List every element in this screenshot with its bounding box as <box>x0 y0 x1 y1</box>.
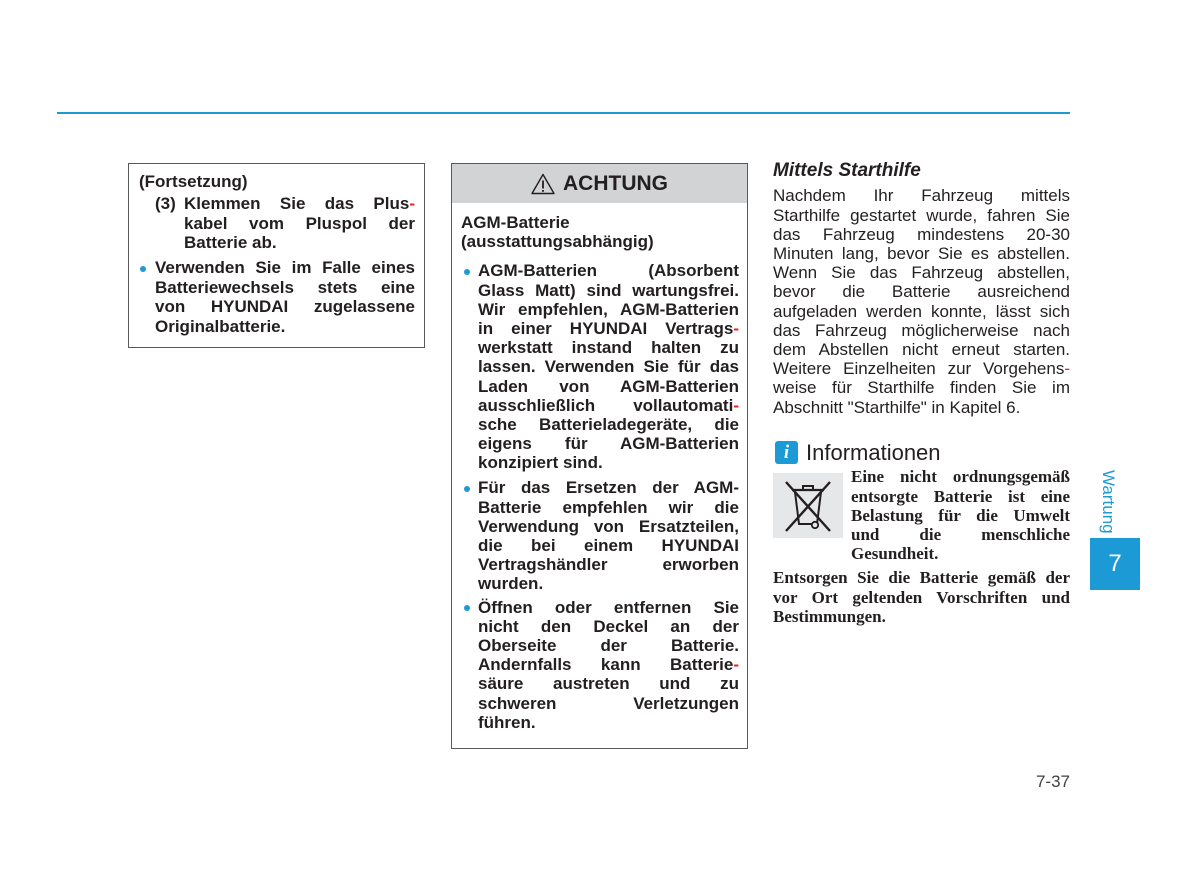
line-text: das Fahrzeug möglicherweise nach <box>773 320 1070 340</box>
text-line <box>773 263 1070 282</box>
text-line <box>773 359 1070 378</box>
line-text: Batterie ab. <box>184 233 277 253</box>
line-text: Starthilfe gestartet wurde, fahren Sie <box>773 205 1070 225</box>
caution-heading <box>461 213 739 251</box>
text-line <box>773 206 1070 225</box>
text-line <box>478 434 739 453</box>
text-line <box>478 261 739 280</box>
hyphenation-mark: - <box>733 655 739 675</box>
text-line <box>478 338 739 357</box>
text-line <box>773 282 1070 301</box>
info-text <box>773 568 1070 626</box>
line-text: Öffnen oder entfernen Sie <box>478 597 739 617</box>
text-line <box>773 321 1070 340</box>
text-line <box>155 258 415 277</box>
text-line <box>461 232 739 251</box>
text-line <box>773 398 1070 417</box>
text-line <box>478 617 739 636</box>
line-text: Wenn Sie das Fahrzeug abstellen, <box>773 263 1070 283</box>
line-text: lassen. Verwenden Sie für das <box>478 357 739 377</box>
line-text: Entsorgen Sie die Batterie gemäß der <box>773 568 1070 588</box>
bullet-text <box>478 261 739 472</box>
caution-body <box>452 203 747 732</box>
text-line <box>851 487 1070 506</box>
line-text: Andernfalls kann Batterie <box>478 655 734 675</box>
text-line <box>478 517 739 536</box>
line-text: eigens für AGM-Batterien <box>478 434 739 454</box>
line-text: kabel vom Pluspol der <box>184 213 415 233</box>
text-line <box>478 536 739 555</box>
info-title: Informationen <box>806 440 941 465</box>
header-rule <box>57 112 1070 114</box>
bullet-text <box>478 478 739 593</box>
line-text: dem Abstellen nicht erneut starten. <box>773 340 1070 360</box>
text-line <box>478 598 739 617</box>
text-line <box>773 186 1070 205</box>
line-text: Batteriewechsels stets eine <box>155 277 415 297</box>
line-text: Eine nicht ordnungsgemäß <box>851 467 1070 487</box>
step-item <box>139 194 415 252</box>
text-line <box>155 278 415 297</box>
line-text: AGM-Batterie <box>461 212 570 232</box>
bullet-text <box>478 598 739 732</box>
line-text: ausschließlich vollautomati <box>478 395 734 415</box>
line-text: vor Ort geltenden Vorschriften und <box>773 587 1070 607</box>
text-line <box>478 498 739 517</box>
bullet-item <box>139 258 415 336</box>
line-text: Batterie empfehlen wir die <box>478 497 739 517</box>
line-text: Weitere Einzelheiten zur Vorgehens <box>773 359 1065 379</box>
text-line <box>478 415 739 434</box>
line-text: nicht den Deckel an der <box>478 616 739 636</box>
line-text: weise für Starthilfe finden Sie im <box>773 378 1070 398</box>
text-line <box>851 525 1070 544</box>
caution-header <box>452 164 747 203</box>
line-text: in einer HYUNDAI Vertrags <box>478 319 734 339</box>
text-line <box>461 213 739 232</box>
line-text: Abschnitt "Starthilfe" in Kapitel 6. <box>773 397 1021 417</box>
hyphenation-mark: - <box>733 319 739 339</box>
text-line <box>478 655 739 674</box>
text-line <box>773 302 1070 321</box>
line-text: Gesundheit. <box>851 544 939 564</box>
text-line <box>478 555 739 574</box>
caution-box <box>451 163 748 749</box>
line-text: Originalbatterie. <box>155 316 286 336</box>
info-text-beside-image <box>851 467 1070 563</box>
line-text: von HYUNDAI zugelassene <box>155 297 415 317</box>
line-text: das Fahrzeug mindestens 20-30 <box>773 224 1070 244</box>
line-text: Nachdem Ihr Fahrzeug mittels <box>773 186 1070 206</box>
text-line <box>478 674 739 693</box>
line-text: Belastung für die Umwelt <box>851 505 1070 525</box>
line-text: schweren Verletzungen <box>478 693 739 713</box>
line-text: AGM-Batterien (Absorbent <box>478 261 739 281</box>
text-line <box>478 574 739 593</box>
line-text: die bei einem HYUNDAI <box>478 536 739 556</box>
text-line <box>478 713 739 732</box>
info-icon: i <box>775 441 798 464</box>
text-line <box>773 378 1070 397</box>
hyphenation-mark: - <box>1064 359 1070 379</box>
step-text <box>184 194 415 252</box>
caution-title: ACHTUNG <box>563 171 668 195</box>
text-line <box>851 544 1070 563</box>
text-line <box>478 396 739 415</box>
text-line <box>851 506 1070 525</box>
section-paragraph <box>773 186 1070 416</box>
text-line <box>773 588 1070 607</box>
bullet-text <box>155 258 415 336</box>
bullet-item <box>461 598 739 732</box>
text-line <box>773 340 1070 359</box>
line-text: wurden. <box>478 574 544 594</box>
step-number: (3) <box>155 194 176 214</box>
text-line <box>478 377 739 396</box>
bullet-icon <box>464 605 470 611</box>
line-text: Wir empfehlen, AGM-Batterien <box>478 299 739 319</box>
warning-triangle-icon <box>531 173 555 195</box>
continuation-label: (Fortsetzung) <box>139 172 248 191</box>
continuation-box <box>128 163 425 348</box>
text-line <box>184 214 415 233</box>
line-text: Glass Matt) sind wartungsfrei. <box>478 280 739 300</box>
text-line <box>155 297 415 316</box>
line-text: Minuten lang, bevor Sie es abstellen. <box>773 244 1070 263</box>
line-text: Laden von AGM-Batterien <box>478 376 739 396</box>
line-text: Bestimmungen. <box>773 607 886 627</box>
chapter-tab-label: Wartung <box>1099 470 1118 534</box>
line-text: Klemmen Sie das Plus <box>184 194 410 214</box>
line-text: (ausstattungsabhängig) <box>461 231 654 251</box>
line-text: konzipiert sind. <box>478 453 603 473</box>
line-text: entsorgte Batterie ist eine <box>851 486 1070 506</box>
chapter-number-tab: 7 <box>1090 538 1140 590</box>
line-text: Oberseite der Batterie. <box>478 636 739 656</box>
text-line <box>478 453 739 472</box>
bullet-icon <box>464 269 470 275</box>
line-text: werkstatt instand halten zu <box>478 338 739 358</box>
text-line <box>851 467 1070 486</box>
line-text: sche Batterieladegeräte, die <box>478 415 739 435</box>
hyphenation-mark: - <box>409 194 415 214</box>
line-text: säure austreten und zu <box>478 674 739 694</box>
text-line <box>478 357 739 376</box>
bullet-icon <box>140 266 146 272</box>
text-line <box>478 281 739 300</box>
text-line <box>773 244 1070 263</box>
text-line <box>155 317 415 336</box>
page-number: 7-37 <box>1035 772 1070 791</box>
line-text: bevor die Batterie ausreichend <box>773 282 1070 302</box>
bullet-item <box>461 478 739 593</box>
line-text: Verwendung von Ersatzteilen, <box>478 516 739 536</box>
hyphenation-mark: - <box>733 395 739 415</box>
text-line <box>184 233 415 252</box>
text-line <box>773 225 1070 244</box>
text-line <box>478 694 739 713</box>
line-text: Verwenden Sie im Falle eines <box>155 258 415 278</box>
bullet-item <box>461 261 739 472</box>
text-line <box>773 607 1070 626</box>
crossed-out-wheelie-bin-icon <box>773 473 843 538</box>
text-line <box>184 194 415 213</box>
text-line <box>478 478 739 497</box>
line-text: aufgeladen werden konnte, lässt sich <box>773 301 1070 321</box>
bullet-icon <box>464 486 470 492</box>
text-line <box>478 319 739 338</box>
text-line <box>478 636 739 655</box>
line-text: führen. <box>478 712 536 732</box>
line-text: Vertragshändler erworben <box>478 555 739 575</box>
line-text: und die menschliche <box>851 525 1070 545</box>
section-title: Mittels Starthilfe <box>773 160 921 181</box>
text-line <box>773 568 1070 587</box>
text-line <box>478 300 739 319</box>
line-text: Für das Ersetzen der AGM- <box>478 478 739 498</box>
